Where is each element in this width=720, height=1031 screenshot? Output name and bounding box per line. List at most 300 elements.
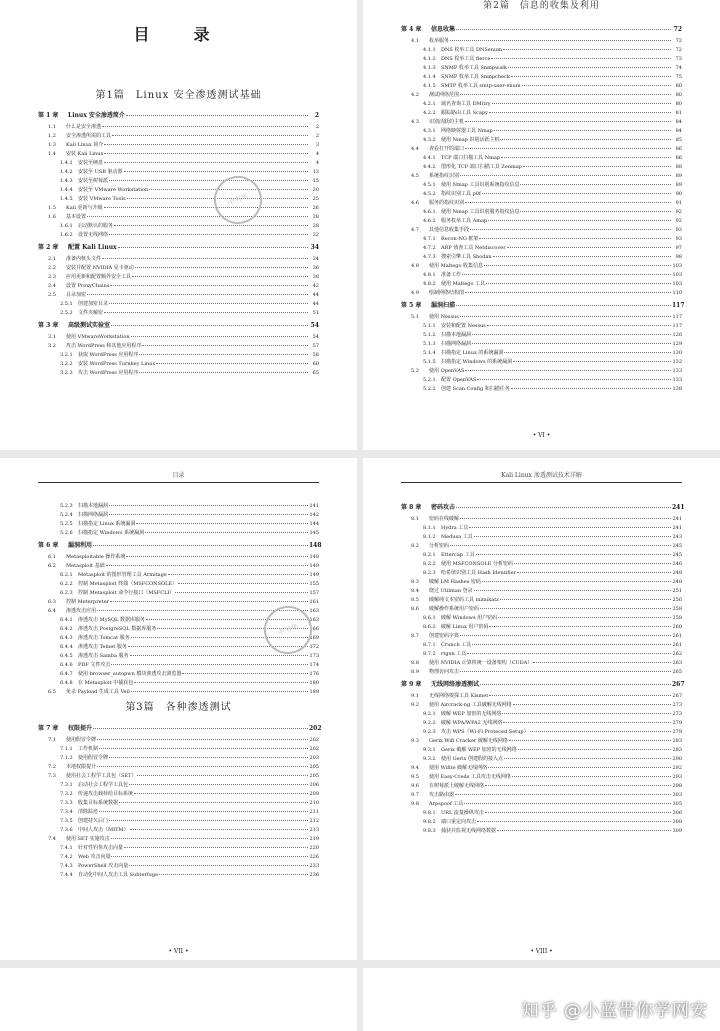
toc-page-1 bbox=[0, 0, 357, 450]
toc-entry-page: 86 bbox=[675, 146, 682, 152]
toc-leader-dots bbox=[87, 294, 308, 295]
toc-entry-page: 163 bbox=[309, 617, 319, 623]
toc-leader-dots bbox=[465, 370, 671, 371]
toc-entry-row[interactable] bbox=[38, 311, 319, 320]
toc-entry-title: 枚举服务 bbox=[429, 38, 450, 44]
toc-entry-page: 75 bbox=[675, 74, 682, 80]
toc-leader-dots bbox=[504, 352, 671, 353]
toc-entry-title: 使用假冒令牌 bbox=[66, 737, 97, 743]
toc-entry-number: 8.6.1 bbox=[423, 615, 436, 621]
toc-entry-title: SNMP 枚举工具 Snmpwalk bbox=[441, 65, 507, 71]
toc-leader-dots bbox=[491, 58, 671, 59]
toc-entry-row[interactable] bbox=[38, 531, 319, 540]
toc-leader-dots bbox=[520, 211, 671, 212]
toc-entry-title: 使用 Aircrack-ng 工具破解无线网络 bbox=[429, 702, 512, 708]
toc-entry-page: 251 bbox=[672, 588, 682, 594]
toc-entry-page: 290 bbox=[672, 756, 682, 762]
toc-entry-number: 1.4.4 bbox=[60, 187, 73, 193]
toc-leader-dots bbox=[99, 748, 308, 749]
toc-entry-number: 9.6 bbox=[411, 783, 419, 789]
toc-entry-number: 1.4.1 bbox=[60, 160, 73, 166]
toc-leader-dots bbox=[109, 303, 308, 304]
toc-entry-number: 8.2.2 bbox=[423, 561, 436, 567]
toc-entry-page: 306 bbox=[672, 810, 682, 816]
toc-entry-number: 3.2.2 bbox=[60, 361, 73, 367]
toc-entry-page: 84 bbox=[675, 128, 682, 134]
toc-entry-number: 第 1 章 bbox=[38, 112, 59, 119]
toc-entry-page: 211 bbox=[309, 809, 319, 815]
toc-entry-title: 使用 Maltego 收集信息 bbox=[429, 263, 484, 269]
toc-entry-page: 279 bbox=[672, 729, 682, 735]
toc-entry-page: 57 bbox=[312, 343, 319, 349]
toc-entry-number: 9.8.1 bbox=[423, 810, 436, 816]
toc-entry-number: 2.3 bbox=[48, 274, 56, 280]
toc-entry-number: 5.1.3 bbox=[423, 341, 436, 347]
toc-entry-title: 测试网络范围 bbox=[429, 92, 460, 98]
toc-entry-title: 应用更新和配置额外安全工具 bbox=[66, 274, 132, 280]
toc-entry-number: 7.3.3 bbox=[60, 800, 73, 806]
toc-entry-number: 4.9 bbox=[411, 290, 419, 296]
toc-leader-dots bbox=[467, 653, 671, 654]
toc-entry-row[interactable] bbox=[401, 829, 682, 838]
toc-entry-page: 54 bbox=[310, 322, 319, 329]
toc-entry-page: 298 bbox=[672, 783, 682, 789]
toc-entry-page: 4 bbox=[315, 160, 319, 166]
toc-leader-dots bbox=[111, 838, 308, 839]
toc-entry-number: 4.7.1 bbox=[423, 236, 436, 242]
toc-entry-number: 9.3.2 bbox=[423, 756, 436, 762]
toc-entry-page: 148 bbox=[309, 542, 322, 549]
toc-leader-dots bbox=[129, 784, 308, 785]
toc-entry-title: 扫描指定 Linux 系统漏洞 bbox=[78, 521, 136, 527]
toc-entry-number: 6.4.2 bbox=[60, 626, 73, 632]
toc-leader-dots bbox=[507, 247, 671, 248]
toc-entry-page: 166 bbox=[309, 626, 319, 632]
toc-entry-title: 哈希值识别工具 Hash Identifier bbox=[441, 570, 516, 576]
toc-entry-page: 92 bbox=[675, 209, 682, 215]
toc-entry-title: Crunch 工具 bbox=[441, 642, 472, 648]
toc-entry-title: 使用假冒令牌 bbox=[78, 755, 109, 761]
toc-entry-row[interactable] bbox=[401, 387, 682, 396]
toc-entry-title: TCP 端口扫描工具 Nmap bbox=[441, 155, 501, 161]
toc-leader-dots bbox=[503, 49, 671, 50]
toc-leader-dots bbox=[482, 193, 671, 194]
toc-entry-row[interactable] bbox=[38, 873, 319, 882]
toc-entry-number: 7.1.2 bbox=[60, 755, 73, 761]
toc-entry-number: 3.2.1 bbox=[60, 352, 73, 358]
toc-entry-page: 248 bbox=[672, 579, 682, 585]
toc-entry-title: Metasploit 基础 bbox=[66, 563, 105, 569]
toc-entry-number: 6.5 bbox=[48, 689, 56, 695]
toc-leader-dots bbox=[131, 336, 308, 337]
toc-entry-title: 高级测试实验室 bbox=[68, 322, 111, 329]
toc-entry-title: 控制 Metasploit 命令行接口（MSFCLI） bbox=[78, 590, 175, 596]
toc-entry-page: 42 bbox=[312, 283, 319, 289]
toc-entry-page: 20 bbox=[312, 187, 319, 193]
page-number: • VIII • bbox=[530, 948, 553, 955]
toc-entry-number: 9.2.1 bbox=[423, 711, 436, 717]
toc-entry-title: 本地权限提升 bbox=[66, 764, 97, 770]
toc-entry-title: Metasploitable 操作系统 bbox=[66, 554, 126, 560]
toc-entry-title: 自动化中间人攻击工具 Subterfuge bbox=[78, 872, 159, 878]
toc-entry-title: 搜索引擎工具 Shodan bbox=[441, 254, 492, 260]
toc-entry-number: 4.2.2 bbox=[423, 110, 436, 116]
toc-entry-title: 创建密码字典 bbox=[429, 633, 460, 639]
toc-entry-number: 7.3.4 bbox=[60, 809, 73, 815]
toc-entry-page: 98 bbox=[675, 254, 682, 260]
toc-entry-page: 169 bbox=[309, 635, 319, 641]
toc-leader-dots bbox=[118, 247, 308, 248]
toc-entry-row[interactable] bbox=[401, 670, 682, 679]
toc-entry-title: 扫描网络漏洞 bbox=[441, 341, 472, 347]
toc-leader-dots bbox=[135, 267, 308, 268]
toc-entry-title: Recon-NG 框架 bbox=[441, 236, 479, 242]
toc-leader-dots bbox=[530, 731, 671, 732]
toc-entry-page: 161 bbox=[309, 599, 319, 605]
toc-entry-page: 129 bbox=[672, 341, 682, 347]
toc-leader-dots bbox=[465, 148, 671, 149]
toc-entry-page: 34 bbox=[312, 256, 319, 262]
toc-entry-number: 5.2.5 bbox=[60, 521, 73, 527]
toc-leader-dots bbox=[502, 713, 671, 714]
toc-entry-page: 174 bbox=[309, 662, 319, 668]
toc-leader-dots bbox=[489, 695, 671, 696]
toc-entry-title: 使用 Nmap 工具识别服务指纹信息 bbox=[441, 209, 520, 215]
toc-entry-title: 系统指纹识别 bbox=[429, 173, 460, 179]
toc-entry-title: DNS 枚举工具 DNSenum bbox=[441, 47, 502, 53]
toc-entry-title: 破解 WEP 加密的无线网络 bbox=[441, 711, 502, 717]
toc-entry-title: 安装 WordPress Turnkey Linux bbox=[78, 361, 156, 367]
toc-entry-number: 8.7.2 bbox=[423, 651, 436, 657]
toc-entry-number: 6.2 bbox=[48, 563, 56, 569]
toc-leader-dots bbox=[129, 865, 308, 866]
toc-entry-page: 202 bbox=[309, 725, 322, 732]
toc-entry-title: 清除踪迹 bbox=[78, 809, 99, 815]
toc-entry-page: 189 bbox=[309, 689, 319, 695]
toc-entry-page: 103 bbox=[672, 272, 682, 278]
toc-entry-title: 安全渗透所需的工具 bbox=[66, 133, 112, 139]
toc-entry-title: 安装至树莓派 bbox=[78, 178, 109, 184]
toc-entry-title: 破解 LM Hashes 密码 bbox=[429, 579, 481, 585]
toc-entry-number: 4.2 bbox=[411, 92, 419, 98]
toc-entry-title: 使用 Easy-Creds 工具攻击无线网络 bbox=[429, 774, 511, 780]
toc-entry-number: 8.1 bbox=[411, 516, 419, 522]
toc-entry-title: 使用 Maltego 工具 bbox=[441, 281, 486, 287]
toc-entry-page: 85 bbox=[675, 137, 682, 143]
toc-entry-page: 117 bbox=[672, 302, 685, 309]
toc-leader-dots bbox=[472, 343, 671, 344]
toc-entry-page: 246 bbox=[672, 561, 682, 567]
toc-leader-dots bbox=[485, 812, 671, 813]
toc-entry-number: 7.4 bbox=[48, 836, 56, 842]
toc-entry-number: 9.3 bbox=[411, 738, 419, 744]
toc-entry-page: 220 bbox=[309, 845, 319, 851]
toc-entry-number: 7.4.3 bbox=[60, 863, 73, 869]
toc-leader-dots bbox=[99, 811, 308, 812]
toc-entry-page: 172 bbox=[309, 644, 319, 650]
toc-entry-number: 4.5 bbox=[411, 173, 419, 179]
toc-entry-number: 7.1.1 bbox=[60, 746, 73, 752]
toc-entry-page: 241 bbox=[672, 525, 682, 531]
toc-entry-number: 5.1.4 bbox=[423, 350, 436, 356]
toc-entry-number: 2.2 bbox=[48, 265, 56, 271]
toc-entry-number: 7.3 bbox=[48, 773, 56, 779]
toc-entry-number: 4.7.2 bbox=[423, 245, 436, 251]
toc-leader-dots bbox=[498, 617, 671, 618]
toc-entry-page: 149 bbox=[309, 563, 319, 569]
toc-entry-page: 89 bbox=[675, 173, 682, 179]
toc-entry-title: 使用 Wifite 破解无线网络 bbox=[429, 765, 488, 771]
toc-entry-page: 89 bbox=[675, 182, 682, 188]
toc-entry-page: 283 bbox=[672, 747, 682, 753]
toc-leader-dots bbox=[486, 283, 671, 284]
toc-entry-number: 6.4.5 bbox=[60, 653, 73, 659]
toc-entry-title: 密码在线破解 bbox=[429, 516, 460, 522]
toc-leader-dots bbox=[503, 722, 671, 723]
toc-entry-number: 1.3 bbox=[48, 142, 56, 148]
toc-entry-title: 工作机制 bbox=[78, 746, 99, 752]
toc-entry-number: 8.2.1 bbox=[423, 552, 436, 558]
toc-leader-dots bbox=[513, 704, 671, 705]
toc-entry-number: 6.3 bbox=[48, 599, 56, 605]
toc-entry-title: 配置 OpenVAS bbox=[441, 377, 477, 383]
toc-entry-page: 303 bbox=[672, 792, 682, 798]
toc-entry-number: 3.2.3 bbox=[60, 370, 73, 376]
toc-leader-dots bbox=[520, 184, 671, 185]
toc-leader-dots bbox=[464, 803, 671, 804]
toc-entry-title: 服务的指纹识别 bbox=[429, 200, 465, 206]
toc-leader-dots bbox=[450, 545, 671, 546]
toc-entry-title: Web 攻击向量 bbox=[78, 854, 111, 860]
toc-entry-page: 202 bbox=[309, 737, 319, 743]
toc-entry-number: 4.3 bbox=[411, 119, 419, 125]
toc-entry-title: 服务枚举工具 Amap bbox=[441, 218, 488, 224]
toc-entry-page: 283 bbox=[672, 738, 682, 744]
toc-leader-dots bbox=[460, 175, 671, 176]
toc-leader-dots bbox=[87, 216, 308, 217]
toc-entry-page: 157 bbox=[309, 590, 319, 596]
toc-entry-number: 1.1 bbox=[48, 124, 56, 130]
toc-leader-dots bbox=[469, 527, 671, 528]
toc-entry-number: 1.4.2 bbox=[60, 169, 73, 175]
toc-leader-dots bbox=[126, 115, 308, 116]
toc-entry-title: ARP 侦查工具 Netdiscover bbox=[441, 245, 506, 251]
toc-entry-row[interactable] bbox=[38, 371, 319, 380]
toc-entry-title: 扫描指定 Windows 的系统漏洞 bbox=[441, 359, 513, 365]
toc-entry-title: Linux 安全渗透简介 bbox=[68, 112, 125, 119]
toc-leader-dots bbox=[480, 684, 671, 685]
toc-entry-page: 93 bbox=[675, 236, 682, 242]
toc-entry-title: 权限提升 bbox=[68, 725, 93, 732]
toc-entry-number: 4.7 bbox=[411, 227, 419, 233]
toc-leader-dots bbox=[460, 94, 671, 95]
toc-leader-dots bbox=[175, 592, 308, 593]
toc-entry-number: 8.7.1 bbox=[423, 642, 436, 648]
toc-entry-title: 基本设置 bbox=[66, 214, 87, 220]
toc-entry-title: 渗透攻击应用 bbox=[66, 608, 97, 614]
toc-leader-dots bbox=[134, 682, 308, 683]
toc-entry-page: 226 bbox=[309, 854, 319, 860]
toc-entry-title: 绘制网络结构图 bbox=[429, 290, 465, 296]
toc-entry-title: 攻击 WPS（Wi-Fi Proteced Setup） bbox=[441, 729, 529, 735]
toc-entry-number: 4.6.1 bbox=[423, 209, 436, 215]
toc-entry-number: 8.3 bbox=[411, 579, 419, 585]
toc-entry-title: 使用 browser_autopwn 模块渗透攻击浏览器 bbox=[78, 671, 182, 677]
toc-entry-title: 创建持久后门 bbox=[78, 818, 109, 824]
toc-entry-number: 5.1.2 bbox=[423, 332, 436, 338]
toc-entry-title: 设置 ProxyChains bbox=[66, 283, 110, 289]
toc-entry-title: 在 Metasploit 中捕获包 bbox=[78, 680, 134, 686]
toc-entry-number: 9.3.1 bbox=[423, 747, 436, 753]
toc-entry-page: 309 bbox=[672, 828, 682, 834]
toc-entry-page: 36 bbox=[312, 265, 319, 271]
toc-entry-number: 4.3.2 bbox=[423, 137, 436, 143]
toc-entry-number: 8.2 bbox=[411, 543, 419, 549]
toc-leader-dots bbox=[132, 276, 308, 277]
toc-entry-number: 5.2 bbox=[411, 368, 419, 374]
toc-entry-title: 破解 WPA/WPA2 无线网络 bbox=[441, 720, 503, 726]
toc-entry-title: 使用社会工程学工具包（SET） bbox=[66, 773, 137, 779]
toc-entry-title: 针对性钓鱼攻击向量 bbox=[78, 845, 124, 851]
toc-entry-number: 1.4.5 bbox=[60, 196, 73, 202]
toc-entry-number: 8.6 bbox=[411, 606, 419, 612]
toc-entry-page: 32 bbox=[312, 232, 319, 238]
toc-entry-title: 渗透攻击 MySQL 数据库服务 bbox=[78, 617, 145, 623]
toc-entry-page: 205 bbox=[309, 764, 319, 770]
toc-leader-dots bbox=[110, 601, 308, 602]
part-3-title: 第3篇 各种渗透测试 bbox=[125, 702, 232, 713]
toc-entry-number: 8.4 bbox=[411, 588, 419, 594]
toc-entry-page: 15 bbox=[312, 178, 319, 184]
toc-entry-row[interactable] bbox=[401, 291, 682, 300]
toc-leader-dots bbox=[110, 285, 308, 286]
toc-entry-page: 126 bbox=[672, 332, 682, 338]
toc-entry-title: 破解操作系统用户密码 bbox=[429, 606, 480, 612]
toc-leader-dots bbox=[465, 202, 671, 203]
toc-entry-title: DNS 枚举工具 fierce bbox=[441, 56, 491, 62]
toc-entry-title: 捕获并监视无线网络数据 bbox=[441, 828, 497, 834]
toc-entry-number: 9.8.2 bbox=[423, 819, 436, 825]
toc-entry-title: 扫描网络漏洞 bbox=[78, 512, 109, 518]
toc-entry-number: 8.6.2 bbox=[423, 624, 436, 630]
toc-leader-dots bbox=[513, 361, 671, 362]
toc-leader-dots bbox=[472, 334, 671, 335]
toc-leader-dots bbox=[142, 345, 308, 346]
toc-leader-dots bbox=[137, 775, 308, 776]
toc-entry-page: 90 bbox=[675, 191, 682, 197]
toc-entry-title: 安装至 USB 驱动器 bbox=[78, 169, 123, 175]
toc-entry-page: 260 bbox=[672, 624, 682, 630]
toc-entry-title: 控制 Meterpreter bbox=[66, 599, 109, 605]
toc-leader-dots bbox=[512, 776, 671, 777]
toc-entry-page: 202 bbox=[309, 746, 319, 752]
toc-entry-number: 9.4 bbox=[411, 765, 419, 771]
toc-entry-number: 第 5 章 bbox=[401, 302, 422, 309]
toc-leader-dots bbox=[484, 265, 671, 266]
toc-entry-title: 创建加密目录 bbox=[78, 301, 109, 307]
toc-leader-dots bbox=[134, 793, 308, 794]
toc-entry-number: 5.1.1 bbox=[423, 323, 436, 329]
toc-entry-title: 网络映射器工具 Nmap bbox=[441, 128, 493, 134]
toc-entry-title: 无线网络渗透测试 bbox=[431, 681, 480, 688]
toc-entry-page: 44 bbox=[312, 292, 319, 298]
toc-entry-page: 72 bbox=[675, 38, 682, 44]
toc-entry-title: 安装 Kali Linux bbox=[66, 151, 104, 157]
toc-entry-title: 使用 Gerix 创建假的接入点 bbox=[441, 756, 503, 762]
toc-entry-page: 205 bbox=[309, 773, 319, 779]
toc-entry-page: 80 bbox=[675, 83, 682, 89]
toc-list-3b bbox=[38, 723, 322, 882]
toc-leader-dots bbox=[104, 312, 308, 313]
toc-leader-dots bbox=[159, 874, 308, 875]
toc-entry-title: 扫描指定 Windows 系统漏洞 bbox=[78, 530, 145, 536]
toc-leader-dots bbox=[124, 847, 308, 848]
toc-entry-page: 245 bbox=[672, 552, 682, 558]
toc-entry-number: 4.8.2 bbox=[423, 281, 436, 287]
toc-leader-dots bbox=[472, 644, 671, 645]
toc-entry-number: 7.3.1 bbox=[60, 782, 73, 788]
toc-leader-dots bbox=[450, 40, 671, 41]
toc-leader-dots bbox=[460, 635, 671, 636]
toc-leader-dots bbox=[487, 325, 671, 326]
toc-entry-page: 148 bbox=[309, 554, 319, 560]
toc-entry-number: 6.4.3 bbox=[60, 635, 73, 641]
toc-entry-number: 4.5.2 bbox=[423, 191, 436, 197]
toc-leader-dots bbox=[109, 234, 308, 235]
toc-entry-number: 4.1.1 bbox=[423, 47, 436, 53]
toc-entry-page: 44 bbox=[312, 301, 319, 307]
toc-entry-number: 1.6 bbox=[48, 214, 56, 220]
toc-entry-title: SMTP 枚举工具 smtp-user-enum bbox=[441, 83, 521, 89]
toc-entry-page: 58 bbox=[312, 352, 319, 358]
toc-entry-number: 6.4.6 bbox=[60, 662, 73, 668]
toc-entry-title: 目录加密 bbox=[66, 292, 87, 298]
toc-entry-title: rtgen 工具 bbox=[441, 651, 467, 657]
toc-entry-row[interactable] bbox=[38, 233, 319, 242]
toc-leader-dots bbox=[111, 856, 308, 857]
toc-leader-dots bbox=[480, 608, 671, 609]
toc-entry-number: 4.1.3 bbox=[423, 65, 436, 71]
toc-entry-number: 6.2.1 bbox=[60, 572, 73, 578]
toc-entry-page: 163 bbox=[309, 608, 319, 614]
toc-entry-page: 81 bbox=[675, 110, 682, 116]
toc-entry-page: 261 bbox=[672, 633, 682, 639]
toc-entry-page: 54 bbox=[312, 334, 319, 340]
toc-entry-page: 173 bbox=[309, 653, 319, 659]
toc-entry-title: 跟踪路由工具 Scapy bbox=[441, 110, 488, 116]
toc-entry-number: 8.7 bbox=[411, 633, 419, 639]
toc-leader-dots bbox=[476, 554, 671, 555]
toc-entry-number: 1.6.2 bbox=[60, 232, 73, 238]
toc-entry-page: 267 bbox=[672, 693, 682, 699]
toc-entry-number: 第 9 章 bbox=[401, 681, 422, 688]
toc-entry-page: 74 bbox=[675, 65, 682, 71]
toc-entry-number: 1.5 bbox=[48, 205, 56, 211]
toc-entry-page: 262 bbox=[672, 651, 682, 657]
toc-leader-dots bbox=[492, 103, 671, 104]
toc-leader-dots bbox=[456, 29, 671, 30]
toc-leader-dots bbox=[489, 112, 671, 113]
toc-entry-title: Kali 更新与升级 bbox=[66, 205, 103, 211]
toc-entry-number: 第 4 章 bbox=[401, 26, 422, 33]
toc-entry-page: 84 bbox=[675, 119, 682, 125]
toc-entry-number: 4.8 bbox=[411, 263, 419, 269]
toc-entry-title: 无线网络嗅探工具 Kismet bbox=[429, 693, 489, 699]
toc-entry-page: 88 bbox=[675, 164, 682, 170]
toc-entry-title: PDF 文件攻击 bbox=[78, 662, 111, 668]
toc-entry-number: 9.2.2 bbox=[423, 720, 436, 726]
toc-entry-title: Gerix Wifi Cracker 破解无线网络 bbox=[429, 738, 508, 744]
